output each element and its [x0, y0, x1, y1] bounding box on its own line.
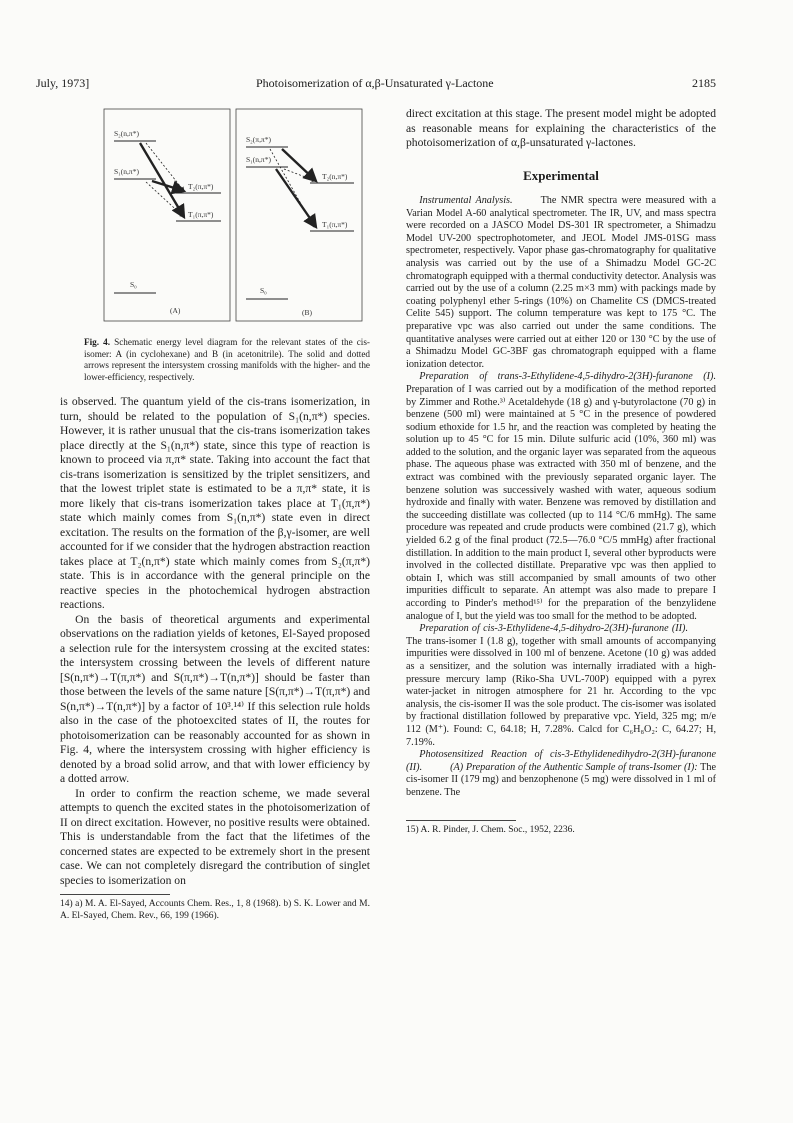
photosensitized-text: The cis-isomer II (179 mg) and benzophenone (5 mg) were dissolved in 1 ml of benzene. The [406, 761, 716, 798]
instrumental-analysis-title: Instrumental Analysis. [419, 195, 513, 206]
label-b-s2: S₂(π,π*) [246, 135, 271, 144]
label-a-s0: S₀ [130, 280, 137, 289]
energy-level-diagram [76, 107, 372, 329]
footnote-rule [60, 894, 170, 895]
arrow-b-s2-t2 [282, 149, 316, 181]
running-head [36, 76, 716, 92]
photosensitized-subtitle: (A) Preparation of the Authentic Sample of trans-Isomer (I): [450, 761, 698, 773]
preparation-trans-text: Preparation of I was carried out by a modification of the method reported by Zimmer and Rothe.³⁾ Acetaldehyde (18 g) and γ-butyrolactone (70 g) in benzene (500 ml) were maintained at 5 °C in the presence of powdered sodium ethoxide for 1.5 hr, and the reaction was completed by heating the solution up to 45 °C for 15 min. Dilute sulfuric acid (10%, 360 ml) was added to the solution, and the organic layer was separated from the aqueous phase. The aqueous phase was extracted with 350 ml of benzene, and the extract was combined with the previously separated organic layer. The benzene solution was successively washed with water, aqueous sodium hydroxide and finally with water. Benzene was removed by distillation and the succeeding distillate was collected (up to 114 °C/6 mmHg). The same procedure was repeated and crude products were combined (21.7 g), which yielded 6.2 g of the final product (72.5—76.0 °C/5 mmHg) after fractional distillation. In addition to the main product I, several other byproducts were involved in the collected distillate. Preparative vpc was then applied to obtain I, which was still accompanied by small amounts of two other impurities difficult to separate. An attempt was also made to prepare I according to Pinder's method¹⁵⁾ for the preparation of the benzylidene analogue of I, but the yield was too small for the method to be adopted. [406, 383, 716, 622]
figure-caption-text: Schematic energy level diagram for the relevant states of the cis-isomer: A (in cyclohexane) and B (in acetonitrile). The solid and dotted arrows represent the intersystem crossing manifolds with the higher- and the lower-efficiency, respectively. [84, 337, 370, 382]
page-number: 2185 [692, 76, 716, 90]
label-a-s1: S₁(n,π*) [114, 167, 139, 176]
photosensitized-title: Photosensitized Reaction of cis-3-Ethylidenedihydro-2(3H)-furanone (II). [406, 749, 716, 773]
instrumental-analysis-text: The NMR spectra were measured with a Varian Model A-60 analytical spectrometer. The IR, UV, and mass spectra were recorded on a JASCO Model DS-301 IR spectrometer, a Shimadzu Model UV-200 spectrophotometer, and JEOL Model JMS-01SG mass spectrometer, respectively. Vapor phase gas-chromatography for qualitative analysis was carried out by the use of a Shimadzu Model GC-2C chromatograph equipped with a thermal conductivity detector. Analysis was carried out by the use of a column (2.25 m×3 mm) with packings made by coating polyphenyl ether 5-rings (10%) on Chamelite CS (DMCS-treated Celite 545) support. The column temperature was kept to 175 °C. The preparative vpc was also carried out under the same conditions. The quantitative analyses were carried out at either 120 or 130 °C by the use of a Shimadzu Model GC-3BF gas chromatograph equipped with a flame ionization detector. [406, 195, 717, 370]
label-a-t2: T₂(π,π*) [188, 182, 214, 191]
right-column [406, 107, 716, 836]
photosensitized-paragraph [406, 749, 716, 799]
figure-number: Fig. 4. [84, 337, 111, 347]
arrow-b-s1-t1 [276, 169, 316, 227]
arrow-b-s2-t1 [270, 149, 314, 227]
arrow-a-s2-t1 [140, 143, 184, 217]
label-a-s2: S₂(n,π*) [114, 129, 139, 138]
label-b-s1: S₁(n,π*) [246, 155, 271, 164]
label-b-t1: T₁(π,π*) [322, 220, 348, 229]
label-b-panel: (B) [302, 308, 312, 317]
body-paragraph-1: is observed. The quantum yield of the cis-trans isomerization, in turn, should be related to the population of S₁(n,π*) species. However, it is rather unusual that the cis-trans isomerization takes place directly at the S₁(n,π*) state, since this type of reaction is known to proceed via π,π* state. Taking into account the fact that cis-trans isomerization is sensitized by the triplet sensitizers, and that the lowest triplet state is estimated to be a π,π* state, it is more likely that cis-trans isomerization takes place at T₁(π,π*) state which mainly comes from S₁(n,π*) state even in direct excitation. The results on the formation of the β,γ-isomer, are well accounted for if we consider that the hydrogen abstraction reaction takes place at T₂(n,π*) state which mainly comes from S₂(π,π*) state. This is in accordance with the general principle on the reactive species in the photochemical hydrogen abstraction reactions. [60, 395, 371, 611]
label-a-t1: T₁(π,π*) [188, 210, 214, 219]
body-paragraph-3: In order to confirm the reaction scheme, we made several attempts to quench the excited states in the photoisomerization of II on direct excitation. However, no positive results were obtained. This is understandable from the fact that the lifetimes of the concerned states are expected to be extremely short in the present case. We can not completely disregard the contribution of singlet species to isomerization on [60, 786, 370, 887]
body-paragraph-continued: direct excitation at this stage. The present model might be adopted as reasonable means for explaining the characteristics of the photoisomerization of α,β-unsaturated γ-lactones. [406, 107, 716, 149]
preparation-cis-title: Preparation of cis-3-Ethylidene-4,5-dihydro-2(3H)-furanone (II). [419, 623, 688, 635]
footnote-14: 14) a) M. A. El-Sayed, Accounts Chem. Res., 1, 8 (1968). b) S. K. Lower and M. A. El-Sayed, Chem. Rev., 66, 199 (1966). [60, 899, 370, 921]
preparation-trans-paragraph [406, 371, 716, 623]
preparation-trans-title: Preparation of trans-3-Ethylidene-4,5-dihydro-2(3H)-furanone (I). [419, 371, 716, 383]
energy-level-figure [76, 107, 372, 329]
footnote-15: 15) A. R. Pinder, J. Chem. Soc., 1952, 2236. [406, 824, 575, 835]
section-heading-experimental: Experimental [523, 167, 599, 183]
label-b-t2: T₂(n,π*) [322, 172, 348, 181]
label-b-s0: S₀ [260, 286, 267, 295]
footnote-rule-right [406, 820, 516, 821]
preparation-cis-paragraph [406, 623, 716, 749]
running-title: Photoisomerization of α,β-Unsaturated γ-Lactone [256, 76, 494, 90]
label-a-panel: (A) [170, 306, 181, 315]
instrumental-analysis-paragraph [406, 195, 716, 371]
issue-date: July, 1973] [36, 76, 90, 90]
left-column [60, 107, 370, 922]
figure-caption [84, 337, 370, 383]
preparation-cis-text: The trans-isomer I (1.8 g), together with small amounts of accompanying impurities were dissolved in 100 ml of benzene. Acetone (10 g) was added as a sensitizer, and the solution was internally irradiated with a high-pressure mercury lamp (Riko-Sha UVL-700P) equipped with a pyrex water-jacket in nitrogen atmosphere for 21 hr. According to the vpc analysis, the cis-isomer II was the sole product. The cis-isomer was isolated by fractional distillation followed by preparative vpc. Yield, 325 mg; m/e 112 (M⁺). Found: C, 64.18; H, 7.28%. Calcd for C₆H₈O₂: C, 64.27; H, 7.19%. [406, 635, 716, 748]
body-paragraph-2: On the basis of theoretical arguments and experimental observations on the radiation yields of ketones, El-Sayed proposed a selection rule for the intersystem crossing at the excited states: the intersystem crossing between the levels of different nature [S(n,π*)→T(π,π*) and S(π,π*)→T(n,π*)] should be faster than those between the levels of the same nature [S(π,π*)→T(π,π*) and S(n,π*)→T(n,π*)] by a factor of 10³.¹⁴⁾ If this selection rule holds also in the case of the photoexcited states of II, the routes for photoisomerization can be reasonably accounted for as shown in Fig. 4, where the intersystem crossing with higher efficiency is denoted by a broad solid arrow, and that with lower efficiency by a dotted arrow. [60, 612, 370, 785]
